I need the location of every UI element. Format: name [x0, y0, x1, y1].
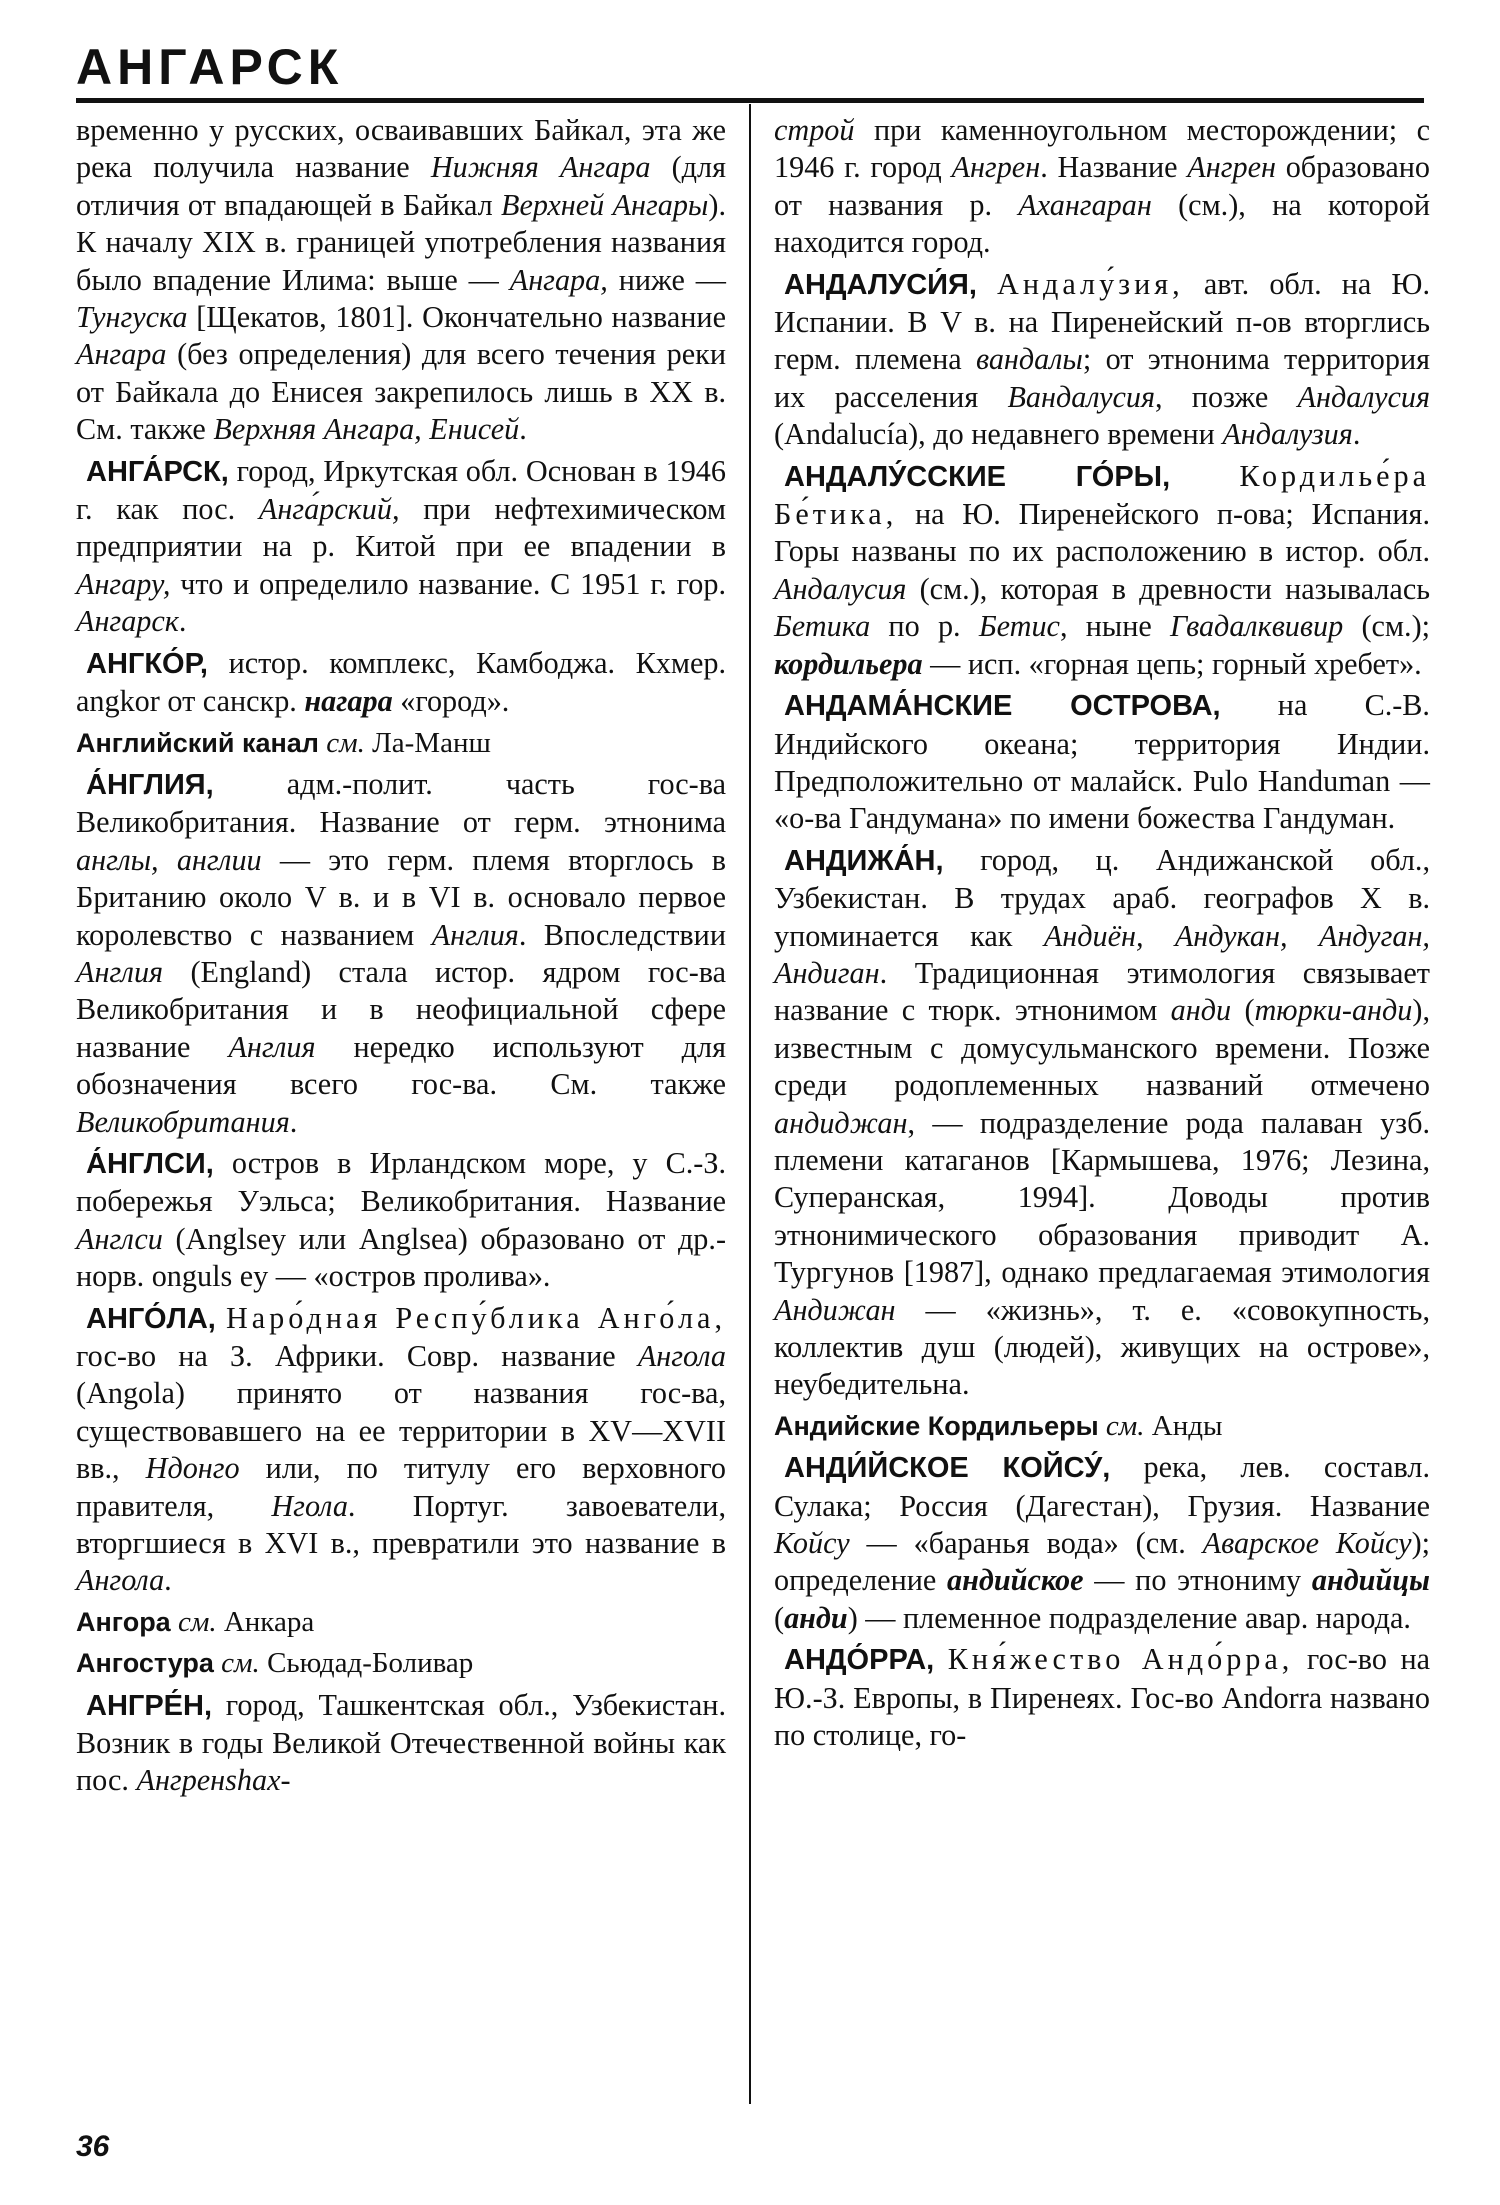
entry-text: кордильера: [774, 646, 923, 681]
header-rule: [76, 98, 1424, 103]
entry-text: нередко используют для обозначения всего гос-ва. См. также: [76, 1029, 726, 1102]
entry-text: вандалы: [975, 342, 1083, 377]
entry-text: Ангарск: [76, 604, 179, 639]
cross-reference: [774, 1408, 1430, 1445]
entry-text: Англия: [431, 917, 519, 952]
entry-text: . Впоследствии: [518, 917, 726, 952]
entry-text: на С.-В. Индийского океана; территория Индии. Предположительно от малайск. Pulo Handuman — «о-ва Гандумана» по имени божества Гандуман.: [774, 688, 1430, 836]
dictionary-entry: [774, 266, 1430, 454]
entry-text: Англия: [228, 1029, 316, 1064]
running-head: АНГАРСК: [76, 39, 344, 95]
headword: АНГКО́Р,: [86, 647, 208, 680]
entry-text: остров в Ирландском море, у С.-З. побережья Уэльса; Великобритания. Название: [76, 1145, 726, 1219]
cross-reference: [76, 1604, 726, 1641]
entry-text: Нгола: [271, 1488, 348, 1523]
entry-text: Ндонго: [145, 1451, 240, 1486]
entry-text: образовано от названия р.: [774, 150, 1430, 222]
entry-text: (без определения) для всего течения реки от Байкала до Енисея закрепилось лишь в XX в. См. также: [76, 337, 726, 447]
entry-text: (Andalucía), до недавнего времени: [774, 417, 1223, 452]
dictionary-entry: [774, 687, 1430, 838]
entry-text: Вандалусия: [1007, 379, 1156, 414]
entry-text: Нижняя Ангара: [430, 150, 651, 185]
entry-text: [216, 1301, 226, 1335]
entry-text: — исп. «горная цепь; горный хребет».: [922, 646, 1422, 681]
entry-text: Ангола: [637, 1339, 726, 1373]
entry-text: или, по титулу его верховного правителя,: [76, 1451, 726, 1523]
entry-text: Сьюдад-Боливар: [259, 1647, 474, 1680]
entry-text: Великобритания: [76, 1104, 290, 1139]
entry-text: (Anglsey или Anglsea) образовано от др.-норв. onguls ey — «остров пролива».: [76, 1221, 726, 1294]
entry-text: Тунгуска: [76, 300, 188, 335]
entry-text: Анды: [1144, 1409, 1223, 1442]
dictionary-entry: [76, 453, 726, 641]
entry-text: анди: [1170, 993, 1232, 1028]
page-number: 36: [76, 2130, 110, 2163]
entry-text: (см.), на которой находится город.: [774, 187, 1430, 260]
cross-reference: [76, 1645, 726, 1682]
dictionary-entry: [774, 1641, 1430, 1754]
entry-text: Анкара: [216, 1605, 315, 1638]
entry-text: Андалусия: [774, 571, 907, 606]
entry-text: [1170, 459, 1239, 493]
headword: АНДО́РРА,: [784, 1644, 935, 1677]
entry-text: .: [1352, 417, 1361, 452]
right-column: [774, 112, 1430, 1758]
entry-text: (: [1231, 993, 1255, 1028]
entry-text: (для отличия от впадающей в Байкал: [76, 150, 726, 222]
entry-text: Бетис: [978, 609, 1060, 644]
dictionary-entry: [76, 1145, 726, 1296]
entry-text: на Ю. Пиренейского п-ова; Испания. Горы названы по их расположению в истор. обл.: [774, 497, 1430, 569]
entry-text: .: [289, 1104, 298, 1139]
headword: АНДАМА́НСКИЕ ОСТРОВА,: [784, 690, 1221, 723]
entry-text: анди: [784, 1600, 848, 1635]
entry-text: — по этнониму: [1083, 1563, 1312, 1598]
entry-text: ) — племенное подразделение авар. народа.: [847, 1600, 1411, 1635]
entry-text: Андижан: [774, 1292, 896, 1327]
entry-text: см.: [177, 1605, 217, 1638]
entry-text: авт. обл. на Ю. Испании. В V в. на Пиренейский п-ов вторглись герм. племена: [774, 266, 1430, 377]
entry-text: река, лев. составл. Сулака; Россия (Дагестан), Грузия. Название: [774, 1450, 1431, 1523]
entry-text: Андиён, Андукан, Андуган, Андиган: [774, 918, 1430, 990]
dictionary-entry: [76, 645, 726, 721]
headword: АНДИ́ЙСКОЕ КОЙСУ́,: [784, 1452, 1111, 1485]
entry-text: см.: [1105, 1409, 1145, 1442]
dictionary-entry: [76, 766, 726, 1141]
entry-text: (England) стала истор. ядром гос-ва Великобритания и в неофициальной сфере название: [76, 954, 726, 1064]
entry-text: Андалусия: [1297, 379, 1430, 414]
entry-text: адм.-полит. часть гос-ва Великобритания. Название от герм. этнонима: [76, 766, 726, 840]
entry-text: , — подразделение рода палаван узб. племени катаганов [Кармышева, 1976; Лезина, Суперанская, 1994]. Доводы против этнонимического образования приводит А. Тургунов [1987], однако предлагаемая этимология: [774, 1105, 1430, 1290]
entry-text: строй: [774, 113, 855, 147]
headword: Ангостура: [76, 1648, 214, 1679]
entry-text: .: [519, 412, 527, 447]
entry-text: Наро́дная Респу́блика Анго́ла,: [225, 1300, 726, 1335]
entry-text: нагара: [304, 684, 393, 719]
entry-text: андийцы: [1311, 1563, 1430, 1598]
entry-text: при нефтехимическом предприятии на р. Китой при ее впадении в: [76, 492, 726, 564]
entry-text: андиджан: [774, 1105, 908, 1140]
entry-text: Ахангаран: [1018, 187, 1152, 222]
column-divider: [749, 104, 751, 2104]
entry-text: . Португ. завоеватели, вторгшиеся в XVI в., превратили это название в: [76, 1488, 726, 1561]
entry-text: (см.), которая в древности называлась: [906, 571, 1430, 606]
headword: АНГО́ЛА,: [86, 1302, 216, 1335]
headword: Ангора: [76, 1606, 171, 1637]
entry-text: [1099, 1410, 1106, 1442]
entry-text: Аварское Койсу: [1202, 1526, 1412, 1561]
entry-text: [934, 1642, 948, 1676]
entry-text: Ангрен: [951, 150, 1041, 185]
entry-text: Бетика: [774, 609, 871, 644]
entry-text: Андалу́зия,: [997, 266, 1184, 301]
entry-text: .: [178, 604, 187, 639]
entry-text: тюрки-анди: [1254, 993, 1413, 1028]
entry-text: Ангара: [76, 337, 167, 372]
entry-text: по р.: [870, 609, 979, 644]
entry-text: «город».: [392, 684, 510, 719]
entry-text: [Щекатов, 1801]. Окончательно название: [187, 300, 726, 335]
entry-text: — «баранья вода» (см.: [849, 1526, 1203, 1561]
entry-text: Ла-Манш: [364, 726, 491, 759]
entry-text: город, Иркутская обл. Основан в 1946 г. как пос.: [76, 453, 726, 527]
entry-text: Койсу: [774, 1526, 850, 1561]
entry-text: гос-во на З. Африки. Совр. название: [76, 1339, 638, 1373]
dictionary-entry: [774, 842, 1430, 1404]
left-column: [76, 112, 726, 1804]
entry-text: Ангрен: [1187, 150, 1276, 185]
entry-text: Анга́рский,: [258, 492, 400, 527]
headword: А́НГЛИЯ,: [86, 768, 214, 801]
entry-text: [171, 1606, 178, 1638]
headword: АНДАЛУ́ССКИЕ ГО́РЫ,: [784, 460, 1171, 493]
entry-text: , ныне: [1059, 609, 1171, 644]
entry-continuation: [76, 112, 726, 449]
dictionary-entry: [774, 458, 1430, 683]
entry-text: — «жизнь», т. е. «совокупность, коллектив душ (людей), живущих на острове», неубедительна.: [774, 1292, 1430, 1402]
entry-text: город, Ташкентская обл., Узбекистан. Возник в годы Великой Отечественной войны как пос.: [76, 1687, 726, 1798]
entry-text: ). К началу XIX в. границей употребления названия было впадение Илима: выше —: [76, 187, 726, 297]
entry-text: Англия: [76, 954, 164, 989]
entry-text: . Традиционная этимология связывает название с тюрк. этнонимом: [774, 955, 1430, 1028]
headword: Английский канал: [76, 727, 319, 758]
headword: АНДИЖА́Н,: [784, 844, 944, 877]
entry-text: гос-во на Ю.-З. Европы, в Пиренеях. Гос-во Andorra названо по столице, го-: [774, 1642, 1430, 1753]
entry-text: ; от этнонима территория их расселения: [774, 342, 1431, 414]
entry-text: (см.);: [1343, 609, 1431, 644]
entry-text: истор. комплекс, Камбоджа. Кхмер. angkor от санскр.: [76, 645, 726, 719]
headword: АНГА́РСК,: [86, 455, 229, 488]
entry-text: ниже —: [607, 262, 726, 297]
entry-text: Андалузия: [1222, 417, 1353, 452]
entry-continuation: [774, 112, 1430, 262]
entry-text: англы, англии: [76, 842, 262, 877]
entry-text: что и определило название. С 1951 г. гор.: [170, 566, 726, 601]
entry-text: временно у русских, осваивавших Байкал, эта же река получила название: [76, 113, 726, 185]
entry-text: при каменноугольном месторождении; с 1946 г. город: [774, 113, 1430, 185]
headword: Андийские Кордильеры: [774, 1410, 1099, 1441]
entry-text: , позже: [1155, 379, 1298, 414]
entry-text: ), известным с домусульманского времени. Позже среди родоплеменных названий отмечено: [774, 993, 1430, 1103]
entry-text: Кордилье́ра Бе́тика,: [774, 458, 1430, 532]
entry-text: Верхняя Ангара, Енисей: [213, 412, 520, 447]
cross-reference: [76, 725, 726, 762]
entry-text: — это герм. племя вторглось в Британию около V в. и в VI в. основало первое королевство с названием: [76, 842, 727, 952]
entry-text: ); определение: [774, 1526, 1431, 1598]
entry-text: .: [164, 1563, 172, 1598]
entry-text: (: [774, 1600, 785, 1635]
entry-text: андийское: [947, 1563, 1084, 1598]
dictionary-entry: [774, 1449, 1430, 1637]
entry-text: Ангару,: [76, 566, 171, 601]
entry-text: Верхней Ангары: [501, 187, 709, 222]
entry-text: Англси: [76, 1221, 163, 1256]
headword: АНДАЛУСИ́Я,: [784, 268, 977, 301]
entry-text: Ангола: [76, 1563, 165, 1598]
headword: АНГРЕ́Н,: [86, 1689, 213, 1722]
dictionary-entry: [76, 1687, 726, 1800]
entry-text: см.: [326, 726, 365, 759]
entry-text: (Angola) принято от названия гос-ва, существовавшего на ее территории в XV—XVII вв.,: [76, 1376, 726, 1486]
entry-text: Кня́жество Андо́рра,: [947, 1642, 1294, 1677]
entry-text: Гвадалквивир: [1170, 609, 1344, 644]
entry-text: . Название: [1040, 150, 1188, 185]
headword: А́НГЛСИ,: [86, 1147, 214, 1180]
entry-text: см.: [221, 1647, 260, 1680]
entry-text: Ангренshах-: [136, 1763, 291, 1798]
entry-text: [977, 267, 997, 301]
entry-text: город, ц. Андижанской обл., Узбекистан. В трудах араб. географов X в. упоминается как: [774, 842, 1430, 953]
dictionary-entry: [76, 1300, 726, 1600]
entry-text: Ангара,: [509, 262, 608, 297]
